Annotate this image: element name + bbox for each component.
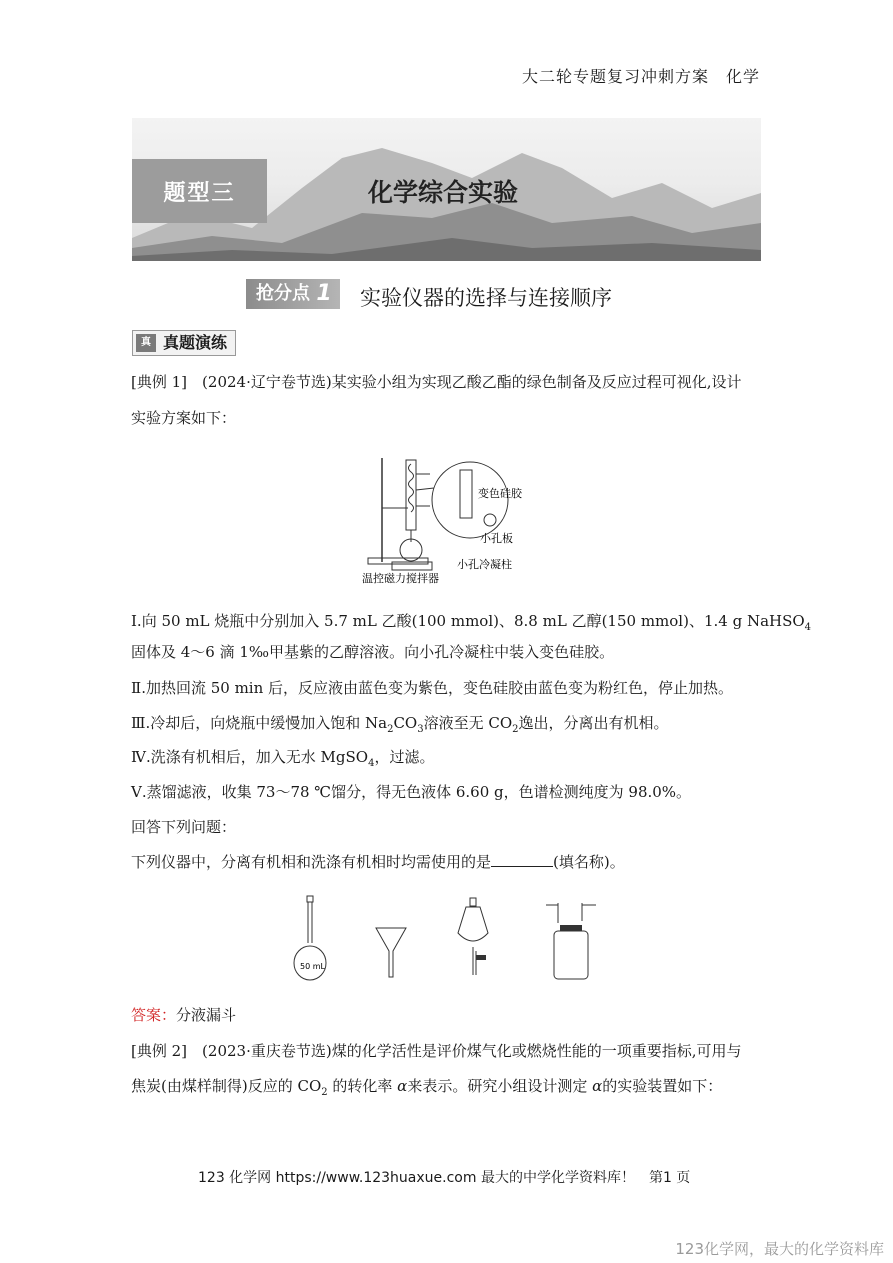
step-3-sub-a: 2 — [387, 724, 394, 735]
answer-label: 答案： — [131, 1006, 177, 1024]
glassware-options-figure — [290, 893, 610, 985]
answer-prompt: 回答下列问题： — [131, 818, 237, 836]
chapter-title: 化学综合实验 — [368, 178, 519, 207]
question-suffix: (填名称)。 — [553, 853, 625, 871]
document-header: 大二轮专题复习冲刺方案 化学 — [521, 67, 760, 86]
page-footer: 123 化学网 https://www.123huaxue.com 最大的中学化学资料库！ 第1 页 — [198, 1170, 691, 1186]
step-1 — [131, 610, 811, 639]
step-4-text-a: Ⅳ.洗涤有机相后，加入无水 MgSO — [131, 748, 369, 766]
example1-source: (2024·辽宁卷节选) — [202, 373, 332, 391]
practice-section-text: 真题演练 — [163, 333, 228, 352]
example2-text: 煤的化学活性是评价煤气化或燃烧性能的一项重要指标,可用与 — [331, 1042, 742, 1060]
alpha-symbol-1: α — [397, 1077, 408, 1095]
volumetric-flask-icon — [294, 896, 326, 980]
scoring-point-number: 1 — [316, 281, 332, 306]
figure-label-column: 小孔冷凝柱 — [457, 558, 512, 571]
question-text: 下列仪器中，分离有机相和洗涤有机相时均需使用的是 — [131, 853, 492, 871]
example1-tag: [典例 1] — [131, 373, 188, 391]
chapter-banner — [132, 118, 761, 261]
figure-label-gel: 变色硅胶 — [478, 487, 522, 500]
example2-text-d: 的实验装置如下： — [602, 1077, 723, 1095]
step-4-sub: 4 — [368, 758, 375, 769]
reflux-apparatus-figure — [360, 450, 540, 590]
figure-label-plate: 小孔板 — [480, 532, 513, 545]
example2-tag: [典例 2] — [131, 1042, 188, 1060]
practice-section-label — [132, 330, 236, 356]
example2-line2 — [131, 1075, 722, 1104]
answer-blank[interactable] — [491, 852, 553, 867]
step-2: Ⅱ.加热回流 50 min 后，反应液由蓝色变为紫色，变色硅胶由蓝色变为粉红色，停止加热。 — [131, 679, 734, 697]
funnel-icon — [376, 928, 406, 977]
step-3 — [131, 712, 669, 741]
step-5: Ⅴ.蒸馏滤液，收集 73～78 ℃馏分，得无色液体 6.60 g，色谱检测纯度为 98.0%。 — [131, 783, 692, 801]
question-type-tag: 题型三 — [132, 159, 267, 223]
example1-line2: 实验方案如下： — [131, 409, 237, 427]
step-4-text-b: ，过滤。 — [374, 748, 435, 766]
step-1-sub: 4 — [804, 622, 812, 633]
example2-text-c: 来表示。研究小组设计测定 — [407, 1077, 593, 1095]
answer-line — [131, 1004, 236, 1026]
alpha-symbol-2: α — [592, 1077, 603, 1095]
question-line — [131, 851, 625, 873]
separatory-funnel-icon — [458, 898, 488, 975]
step-3-text-c: 溶液至无 CO — [423, 714, 513, 732]
example2-source: (2023·重庆卷节选) — [202, 1042, 332, 1060]
example1-line1 — [131, 371, 741, 393]
step-3-sub-c: 2 — [512, 724, 519, 735]
example2-text-a: 焦炭(由煤样制得)反应的 CO — [131, 1077, 322, 1095]
step-4 — [131, 746, 434, 775]
example1-text: 某实验小组为实现乙酸乙酯的绿色制备及反应过程可视化,设计 — [331, 373, 742, 391]
scoring-point-tag — [246, 279, 340, 309]
step-3-text-d: 逸出，分离出有机相。 — [518, 714, 669, 732]
figure-label-stirrer: 温控磁力搅拌器 — [362, 572, 439, 585]
step-3-text-b: CO — [393, 714, 418, 732]
gas-washing-bottle-icon — [546, 903, 596, 979]
section-heading: 实验仪器的选择与连接顺序 — [360, 286, 612, 310]
example2-sub: 2 — [321, 1087, 328, 1098]
example2-text-b: 的转化率 — [327, 1077, 398, 1095]
book-icon: 真 — [136, 334, 156, 352]
example2-line1 — [131, 1040, 741, 1062]
step-3-text-a: Ⅲ.冷却后，向烧瓶中缓慢加入饱和 Na — [131, 714, 388, 732]
answer-text: 分液漏斗 — [176, 1006, 237, 1024]
site-watermark: 123化学网，最大的化学资料库 — [675, 1240, 884, 1258]
step-1-text: Ⅰ.向 50 mL 烧瓶中分别加入 5.7 mL 乙酸(100 mmol)、8.8 mL 乙醇(150 mmol)、1.4 g NaHSO — [131, 612, 805, 630]
step-3-sub-b: 3 — [417, 724, 424, 735]
step-1-cont: 固体及 4～6 滴 1‰甲基紫的乙醇溶液。向小孔冷凝柱中装入变色硅胶。 — [131, 643, 615, 661]
flask-label: 50 mL — [300, 962, 325, 971]
scoring-point-label: 抢分点 — [256, 283, 310, 304]
